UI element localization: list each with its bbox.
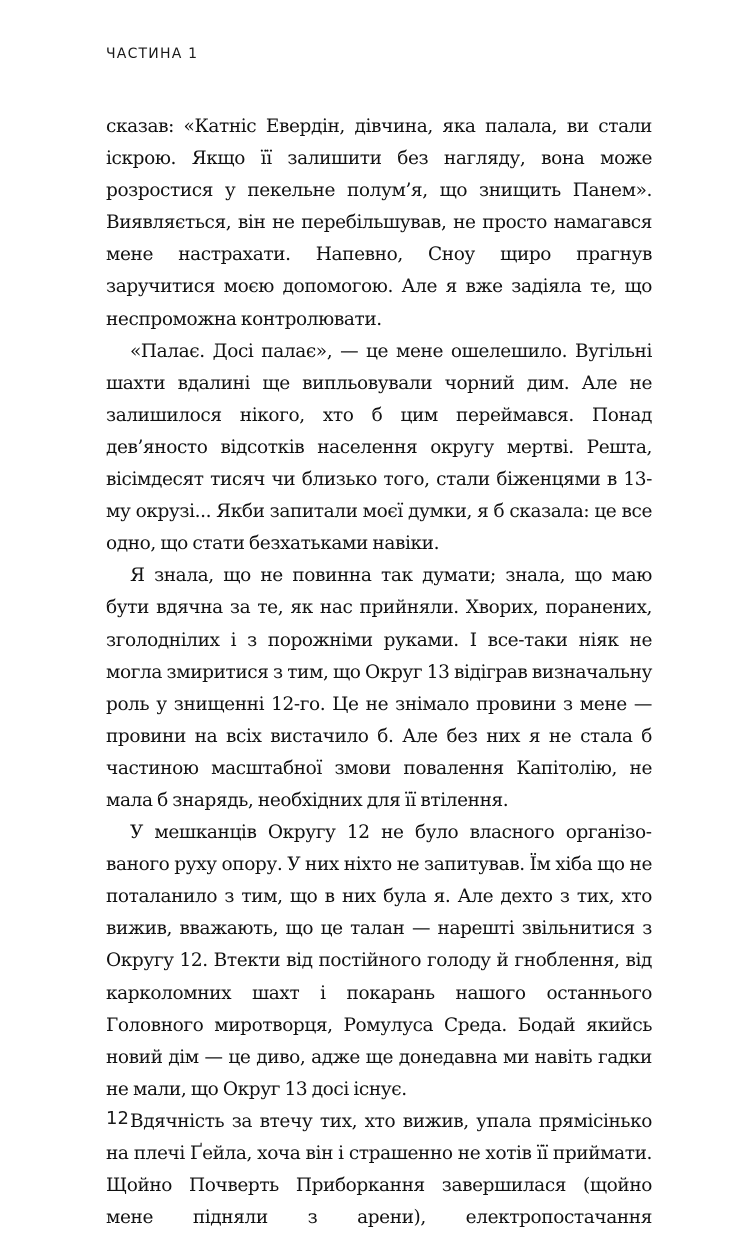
page-number: 12	[106, 1108, 129, 1129]
paragraph-2: «Палає. Досі палає», — це мене ошелешило. Вугільні шахти вдалині ще випльовували чорний дим. Але не залишилося нікого, хто б цим переймався. Понад дев’яносто відсотків населення округу мертві. Решта, вісімдесят тисяч чи близько того, стали біженцями в 13-му окрузі... Якби запитали моєї думки, я б сказала: це все одно, що стати безхатьками навіки.	[106, 340, 652, 555]
running-head-title: ЧАСТИНА 1	[106, 46, 199, 62]
paragraph-5: Вдячність за втечу тих, хто вижив, упала прямісінько на плечі Ґейла, хоча він і страшенно не хотів її приймати. Щойно Почверть Приборкання завершилася (щойно мене підняли з арени), електропостачання	[106, 1110, 652, 1229]
paragraph-1: сказав: «Катніс Евердін, дівчина, яка палала, ви стали іскрою. Якщо її залишити без нагляду, вона може розростися у пекельне полум’я, що знищить Панем». Виявляється, він не перебільшував, не просто намагався мене настрахати. Напевно, Сноу щиро прагнув заручитися моєю допомогою. Але я вже задіяла те, що неспроможна контролювати.	[106, 116, 652, 330]
paragraph-4: У мешканців Округу 12 не було власного організованого руху опору. У них ніхто не запитував. Їм хіба що не поталанило з тим, що в них була я. Але дехто з тих, хто вижив, вважають, що це талан — нарешті звільнитися з Округу 12. Втекти від постійного голоду й гноблення, від карколомних шахт і покарань нашого останнього Головного миротворця, Ромулуса Среда. Бодай якийсь новий дім — це диво, адже ще донедавна ми навіть гадки не мали, що Округ 13 досі існує.	[106, 822, 652, 1100]
body-text	[106, 111, 652, 1234]
paragraph-3: Я знала, що не повинна так думати; знала, що маю бути вдячна за те, як нас прийняли. Хворих, поранених, зголоднілих і з порожніми руками. І все-таки ніяк не могла змиритися з тим, що Округ 13 відіграв визначальну роль у знищенні 12-го. Це не знімало провини з мене — провини на всіх вистачило б. Але без них я не стала б частиною масштабної змови повалення Капітолію, не мала б знарядь, необхідних для її втілення.	[106, 565, 652, 811]
